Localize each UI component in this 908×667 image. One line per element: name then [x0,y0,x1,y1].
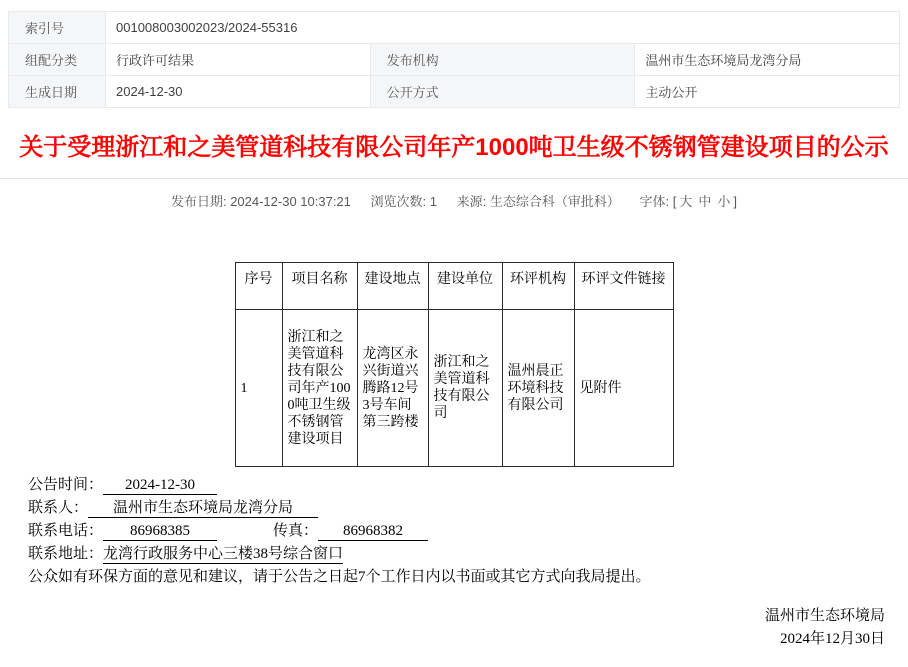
article-meta-bar [0,191,908,210]
attachment-link[interactable]: 见附件 [574,310,673,467]
disclosure-method-value: 主动公开 [635,76,900,108]
project-table-header-row [235,263,673,310]
source-label: 来源: [456,194,487,209]
notice-time-value: 2024-12-30 [103,476,217,495]
address-label: 联系地址： [28,546,104,562]
generated-date-label: 生成日期 [9,76,106,108]
contact-section [28,474,908,589]
source-item [457,194,620,209]
cell-location: 龙湾区永兴街道兴腾路12号3号车间第三跨楼 [357,310,428,467]
column-header-project-name: 项目名称 [282,263,357,310]
column-header-builder: 建设单位 [428,263,502,310]
phone-value: 86968385 [103,522,217,541]
category-label: 组配分类 [9,44,106,76]
fax-value: 86968382 [318,522,428,541]
font-size-controls [640,194,738,209]
project-table [235,262,674,467]
cell-builder: 浙江和之美管道科技有限公司 [428,310,502,467]
column-header-eia-file-link: 环评文件链接 [574,263,673,310]
cell-seq: 1 [235,310,282,467]
title-divider [0,178,908,179]
publish-date-label: 发布日期: [170,194,227,209]
cell-eia-agency: 温州晨正环境科技有限公司 [502,310,574,467]
font-size-large-button[interactable]: 大 [679,194,693,209]
info-row-index [9,12,900,44]
source-value: 生态综合科（审批科） [489,194,620,209]
publisher-value: 温州市生态环境局龙湾分局 [635,44,900,76]
info-row-category [9,44,900,76]
publisher-label: 发布机构 [370,44,635,76]
column-header-eia-agency: 环评机构 [502,263,574,310]
category-value: 行政许可结果 [106,44,371,76]
address-row [28,543,908,566]
phone-label: 联系电话： [28,523,104,539]
address-value: 龙湾行政服务中心三楼38号综合窗口 [103,546,344,562]
view-count-label: 浏览次数: [370,194,427,209]
signature-block [0,605,885,651]
font-size-medium-button[interactable]: 中 [698,194,712,209]
publish-date-value: 2024-12-30 10:37:21 [230,194,351,209]
font-size-label: 字体: [ [639,194,677,209]
contact-person-row [28,497,908,520]
notice-time-label: 公告时间： [28,477,104,493]
view-count-item [371,194,437,209]
page-title: 关于受理浙江和之美管道科技有限公司年产1000吨卫生级不锈钢管建设项目的公示 [19,134,889,161]
index-number-label: 索引号 [9,12,106,44]
project-table-row [235,310,673,467]
info-row-date [9,76,900,108]
public-comment-note: 公众如有环保方面的意见和建议，请于公告之日起7个工作日内以书面或其它方式向我局提出。 [28,569,651,585]
generated-date-value: 2024-12-30 [106,76,371,108]
signature-org: 温州市生态环境局 [764,608,885,624]
contact-person-label: 联系人： [28,500,89,516]
index-number-value: 001008003002023/2024-55316 [106,12,900,44]
publish-date-item [171,194,351,209]
font-size-bracket-close: ] [733,194,738,209]
view-count-value: 1 [429,194,438,209]
phone-fax-row [28,520,908,543]
column-header-seq: 序号 [235,263,282,310]
notice-time-row [28,474,908,497]
notice-page [0,11,908,667]
disclosure-method-label: 公开方式 [370,76,635,108]
contact-person-value: 温州市生态环境局龙湾分局 [88,499,318,518]
document-info-table [8,11,900,108]
fax-label: 传真： [273,523,319,539]
font-size-small-button[interactable]: 小 [717,194,731,209]
column-header-location: 建设地点 [357,263,428,310]
signature-date: 2024年12月30日 [779,631,885,647]
cell-project-name: 浙江和之美管道科技有限公司年产1000吨卫生级不锈钢管建设项目 [282,310,357,467]
